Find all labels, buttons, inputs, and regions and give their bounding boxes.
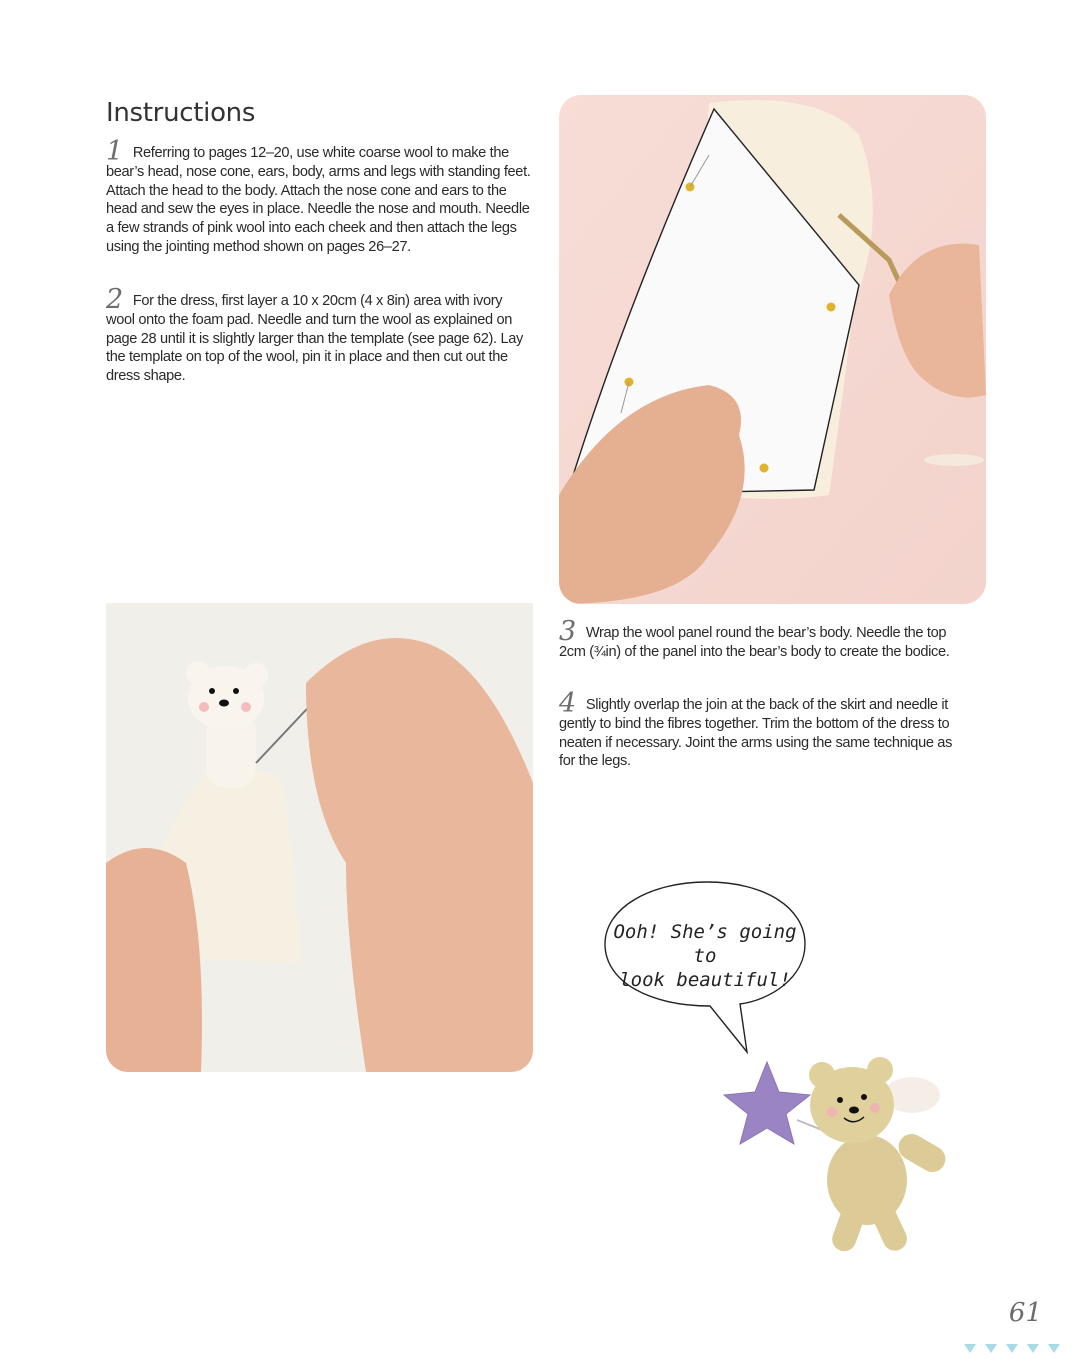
step-2 xyxy=(106,284,531,386)
bear-dress-photo xyxy=(106,563,533,1072)
template-cutting-photo xyxy=(559,95,986,604)
step-1-number: 1 xyxy=(106,136,123,167)
step-2-number: 2 xyxy=(106,284,123,315)
page-number: 61 xyxy=(1008,1298,1042,1328)
template-cutting-illustration xyxy=(559,95,986,604)
bear-dress-illustration xyxy=(106,563,533,1072)
step-1-text: Referring to pages 12–20, use white coarse wool to make the bear’s head, nose cone, ears, body, arms and legs with standing feet. Attach the head to the body. Attach the nose cone and ears to the head and sew the eyes in place. Needle the nose and mouth. Needle a few strands of pink wool into each cheek and then attach the legs using the jointing method shown on pages 26–27. xyxy=(106,145,531,255)
step-3-number: 3 xyxy=(559,616,576,647)
step-3-text: Wrap the wool panel round the bear’s body. Needle the top 2cm (¾in) of the panel into the bear’s body to create the bodice. xyxy=(559,625,950,660)
triangle-icon xyxy=(1027,1344,1039,1353)
step-4 xyxy=(559,688,969,771)
step-1 xyxy=(106,136,531,257)
triangle-icon xyxy=(1048,1344,1060,1353)
page-heading: Instructions xyxy=(106,98,256,128)
step-3 xyxy=(559,616,964,662)
step-4-number: 4 xyxy=(559,688,576,719)
triangle-icon xyxy=(1006,1344,1018,1353)
fairy-bear-illustration xyxy=(712,1050,982,1255)
speech-bubble-line-1: Ooh! She’s going to xyxy=(613,921,797,967)
speech-bubble-text xyxy=(600,920,810,992)
triangle-icon xyxy=(964,1344,976,1353)
step-2-text: For the dress, first layer a 10 x 20cm (4 x 8in) area with ivory wool onto the foam pad. Needle and turn the wool as explained on page 28 until it is slightly larger than the template (see page 62). Lay the template on top of the wool, pin it in place and then cut out the dress shape. xyxy=(106,293,523,385)
decorative-triangles xyxy=(964,1340,1069,1358)
step-4-text: Slightly overlap the join at the back of the skirt and needle it gently to bind the fibres together. Trim the bottom of the dress to neaten if necessary. Joint the arms using the same technique as for the legs. xyxy=(559,697,953,770)
speech-bubble-line-2: look beautiful! xyxy=(619,969,791,991)
triangle-icon xyxy=(985,1344,997,1353)
